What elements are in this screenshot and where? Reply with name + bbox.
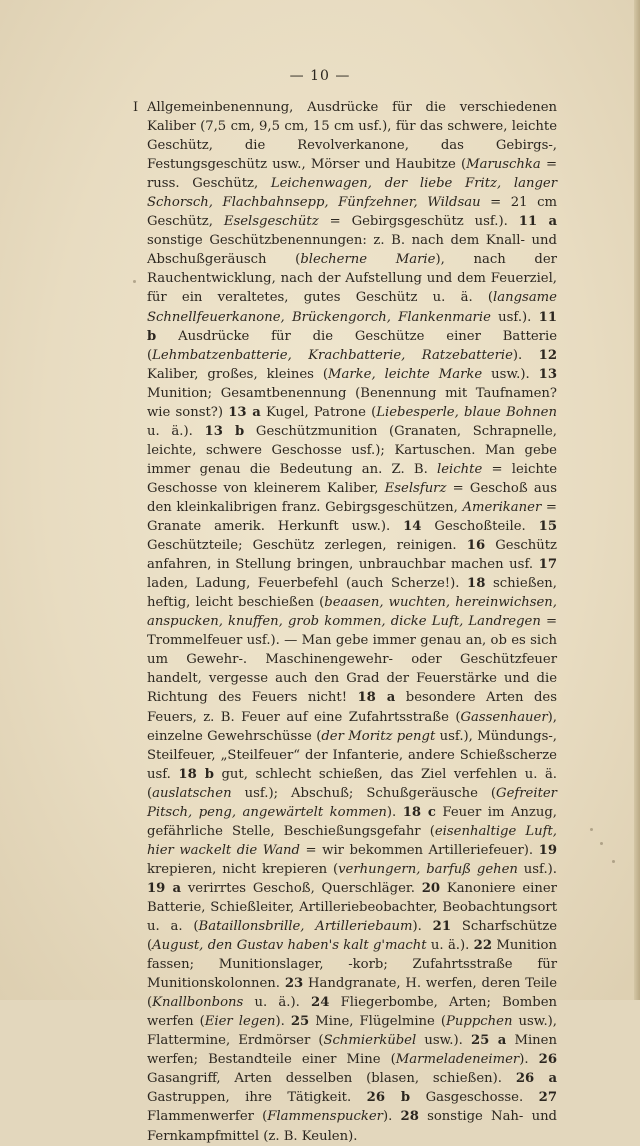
text-run: = Gebirgsgeschütz usf.). — [318, 214, 519, 230]
dialect-term: Flammenspucker — [267, 1109, 383, 1125]
text-run: Geschütz anfahren, in Stellung bringen, unbrauchbar machen usf. — [147, 538, 557, 573]
text-run: Kanoniere einer Batterie, Schießleiter, Artilleriebeobachter, Beobachtungsort u. a. ( — [147, 880, 557, 935]
item-number: 19 — [538, 842, 557, 858]
item-number: 24 — [311, 995, 330, 1011]
text-run: u. ä.). — [243, 995, 312, 1011]
text-run: Munition fassen; Munitionslager, -korb; Zufahrtsstraße für Munitionskolonnen. — [147, 938, 557, 992]
text-run: u. ä.). — [147, 423, 205, 439]
dialect-term: Amerikaner — [462, 499, 542, 515]
text-run: ). — [386, 804, 403, 820]
item-number: 12 — [538, 347, 558, 363]
dialect-term: auslatschen — [152, 785, 232, 801]
page-edge — [634, 0, 640, 1000]
item-number: 28 — [400, 1109, 419, 1125]
text-run: usf.). — [517, 861, 557, 877]
dialect-term: der Moritz pengt — [321, 728, 436, 744]
dialect-term: Eselsgeschütz — [223, 214, 319, 230]
item-number: 15 — [538, 519, 557, 535]
item-number: 18 — [467, 576, 486, 592]
item-number: 13 b — [204, 423, 245, 439]
text-run: Gasgeschosse. — [410, 1090, 539, 1106]
text-run: usw.). — [482, 366, 539, 382]
text-run: usf.); Abschuß; Schußgeräusche ( — [231, 785, 497, 801]
text-run: ). — [383, 1109, 401, 1125]
text-run: usw.), Flattermine, Erdmörser ( — [147, 1014, 557, 1049]
text-run: Kaliber, großes, kleines ( — [147, 366, 328, 382]
text-run: Handgranate, H. werfen, deren Teile ( — [147, 976, 558, 1011]
dialect-term: Lehmbatzenbatterie, Krachbatterie, Ratzebatterie — [152, 347, 513, 363]
text-run: Mine, Flügelmine ( — [309, 1014, 447, 1030]
text-run: krepieren, nicht krepieren ( — [147, 861, 339, 877]
dialect-term: Eselsfurz — [384, 480, 447, 496]
text-run: ). — [275, 1014, 291, 1030]
questionnaire-paragraph — [133, 98, 558, 1146]
dialect-term: langsame Schnellfeuerkanone, Brückengorch, Flankenmarie — [147, 290, 557, 325]
item-number: 20 — [421, 880, 441, 896]
item-number: 11 a — [518, 214, 557, 230]
dialect-term: Knallbonbons — [152, 995, 244, 1011]
dialect-term: Puppchen — [446, 1014, 513, 1030]
dialect-term: leichte — [437, 461, 483, 477]
text-run: = russ. Geschütz, — [147, 157, 557, 192]
text-run: Gastruppen, ihre Tätigkeit. — [147, 1090, 367, 1106]
text-run: Geschützteile; Geschütz zerlegen, reinigen. — [147, 538, 467, 554]
text-run: Kugel, Patrone ( — [260, 404, 377, 420]
text-run: verirrtes Geschoß, Querschläger. — [181, 880, 422, 896]
text-run: Minen werfen; Bestandteile einer Mine ( — [147, 1033, 557, 1068]
dialect-term: Marmeladeneimer — [395, 1052, 520, 1068]
dialect-term: Marke, leichte Marke — [327, 366, 483, 382]
item-number: 26 — [538, 1052, 558, 1068]
text-run: gut, schlecht schießen, das Ziel verfehlen u. ä. ( — [147, 766, 557, 801]
text-run: Munition; Gesamtbenennung (Benennung mit Taufnamen? wie sonst?) — [147, 385, 557, 420]
paper-speck — [612, 860, 615, 863]
paper-speck — [590, 828, 593, 831]
text-run: Allgemeinbenennung, Ausdrücke für die verschiedenen Kaliber (7,5 cm, 9,5 cm, 15 cm usf.), für das schwere, leichte Geschütz, die Revolverkanone, das Gebirgs-, Festungsgeschütz usw., Mörser und Haubitze ( — [147, 100, 557, 173]
item-number: 25 — [290, 1014, 310, 1030]
text-run: ). — [412, 919, 433, 935]
item-number: 22 — [473, 938, 493, 954]
dialect-term: Schmierkübel — [323, 1033, 417, 1049]
text-run: u. ä.). — [426, 938, 474, 954]
dialect-term: August, den Gustav haben's kalt g'macht — [152, 938, 427, 954]
item-number: 13 a — [228, 404, 261, 420]
item-number: 18 b — [178, 766, 214, 782]
dialect-term: beaasen, wuchten, hereinwichsen, anspucken, knuffen, grob kommen, dicke Luft, Landregen — [147, 595, 557, 630]
section-marker: I — [133, 100, 139, 115]
text-run: schießen, heftig, leicht beschießen ( — [147, 576, 557, 611]
text-run: = Granate amerik. Herkunft usw.). — [147, 499, 557, 535]
text-run: ), einzelne Gewehrschüsse ( — [147, 709, 557, 744]
text-run: Feuer im Anzug, gefährliche Stelle, Beschießungsgefahr ( — [147, 804, 558, 839]
text-run: sonstige Nah- und Fernkampfmittel (z. B. Keulen). — [147, 1109, 558, 1144]
text-run: ). — [519, 1052, 539, 1068]
text-run: Gasangriff, Arten desselben (blasen, schießen). — [147, 1071, 516, 1087]
item-number: 16 — [466, 538, 486, 554]
text-run: Geschützmunition (Granaten, Schrapnelle, leichte, schwere Geschosse usf.); Kartuschen. Man gebe immer genau die Bedeutung an. Z. B. — [147, 423, 557, 477]
dialect-term: Gefreiter Pitsch, peng, angewärtelt kommen — [147, 785, 557, 820]
text-run: = leichte Geschosse von kleinerem Kaliber, — [147, 461, 557, 496]
dialect-term: Liebesperle, blaue Bohnen — [376, 404, 557, 420]
dialect-term: blecherne Marie — [300, 252, 436, 268]
item-number: 26 a — [515, 1071, 557, 1087]
text-run: usf.), Mündungs-, Steilfeuer, „Steilfeuer“ der Infanterie, andere Schießscherze usf. — [147, 728, 557, 782]
text-run: ). — [512, 347, 539, 363]
dialect-term: verhungern, barfuß gehen — [338, 861, 518, 877]
text-run: Scharfschütze ( — [147, 919, 557, 954]
item-number: 23 — [284, 976, 304, 992]
text-run: Flammenwerfer ( — [147, 1109, 268, 1125]
item-number: 14 — [403, 519, 422, 535]
text-run: besondere Arten des Feuers, z. B. Feuer auf eine Zufahrtsstraße ( — [147, 690, 557, 725]
text-run: = Trommelfeuer usf.). — Man gebe immer genau an, ob es sich um Gewehr-. Maschinengewehr- oder Geschützfeuer handelt, vergesse auch den Grad der Feuerstärke und die Richtung des Feuers nicht! — [147, 614, 557, 706]
text-run: ), nach der Rauchentwicklung, nach der Aufstellung und dem Feuerziel, für ein veraltetes, gutes Geschütz u. ä. ( — [147, 252, 557, 306]
text-run: Ausdrücke für die Geschütze einer Batterie ( — [147, 328, 557, 363]
item-number: 26 b — [366, 1090, 411, 1106]
dialect-term: Leichenwagen, der liebe Fritz, langer Schorsch, Flachbahnsepp, Fünfzehner, Wildsau — [147, 176, 557, 211]
dialect-term: Maruschka — [466, 157, 541, 173]
paper-speck — [600, 842, 603, 845]
text-run: Geschoßteile. — [421, 519, 539, 535]
item-number: 13 — [538, 366, 557, 382]
text-run: laden, Ladung, Feuerbefehl (auch Scherze!). — [147, 576, 468, 592]
item-number: 18 a — [357, 690, 396, 706]
item-number: 21 — [432, 919, 452, 935]
text-run: sonstige Geschützbenennungen: z. B. nach dem Knall- und Abschußgeräusch ( — [147, 233, 557, 268]
item-number: 11 b — [147, 309, 557, 344]
item-number: 25 a — [470, 1033, 507, 1049]
dialect-term: eisenhaltige Luft, hier wackelt die Wand — [147, 823, 557, 858]
dialect-term: Gassenhauer — [460, 709, 548, 725]
item-number: 18 c — [402, 804, 436, 820]
page-number: — 10 — — [289, 68, 351, 84]
text-run: Fliegerbombe, Arten; Bomben werfen ( — [147, 995, 557, 1030]
text-run: usw.). — [416, 1033, 471, 1049]
item-number: 27 — [538, 1090, 557, 1106]
paper-speck — [133, 280, 136, 283]
text-run: = wir bekommen Artilleriefeuer). — [300, 842, 539, 858]
item-number: 19 a — [147, 880, 182, 896]
dialect-term: Eier legen — [204, 1014, 276, 1030]
dialect-term: Bataillonsbrille, Artilleriebaum — [198, 919, 413, 935]
text-run: = Geschoß aus den kleinkalibrigen franz. Gebirgsgeschützen, — [147, 480, 558, 515]
item-number: 17 — [538, 557, 557, 573]
text-run: usf.). — [490, 309, 539, 325]
text-run: = 21 cm Geschütz, — [147, 195, 557, 230]
